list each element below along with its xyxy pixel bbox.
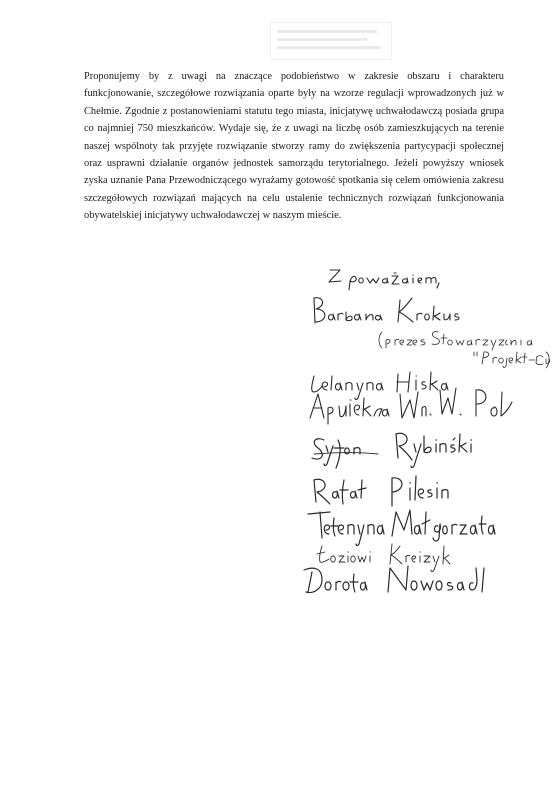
signature-block xyxy=(300,268,550,598)
signature-tetenyna-malgorzata xyxy=(308,510,495,546)
handwritten-signatures xyxy=(300,268,550,598)
stamp-line xyxy=(277,30,377,33)
signature-closing xyxy=(329,270,439,290)
signature-loziowi-kreizyk xyxy=(317,544,450,572)
signature-barbara-krokus xyxy=(314,298,459,323)
letter-paragraph: Proponujemy by z uwagi na znaczące podobieństwo w zakresie obszaru i charakteru funkcjonowanie, szczegółowe rozwiązania oparte były na wzorze regulacji wprowadzonych już w Chełmie. Zgodnie z postanowieniami statutu tego miasta, inicjatywę uchwałodawczą posiada grupa co najmniej 750 mieszkańców. Wydaje się, że z uwagi na liczbę osób zamieszkujących na terenie naszej wspólnoty tak przyjęte rozwiązanie stworzy ramy do zwiększenia partycypacji społecznej oraz usprawni działanie organów jednostek samorządu terytorialnego. Jeżeli powyższy wniosek zyska uznanie Pana Przewodniczącego wyrażamy gotowość spotkania się celem omówienia zakresu szczegółowych rozwiązań mających na celu ustalenie technicznych rozwiązań funkcjonowania obywatelskiej inicjatywy uchwałodawczej w naszym mieście. xyxy=(84,71,504,222)
signature-rafal-pilesin xyxy=(314,476,448,506)
faded-stamp xyxy=(270,22,392,60)
signature-agnieszka xyxy=(310,388,512,424)
signature-szymon-rybinski xyxy=(312,433,472,468)
stamp-line xyxy=(277,46,381,49)
signature-lelanyna-hiska xyxy=(312,372,448,400)
signature-affiliation xyxy=(379,332,550,368)
signature-dorota-nowosad xyxy=(304,566,484,593)
stamp-line xyxy=(277,38,367,41)
